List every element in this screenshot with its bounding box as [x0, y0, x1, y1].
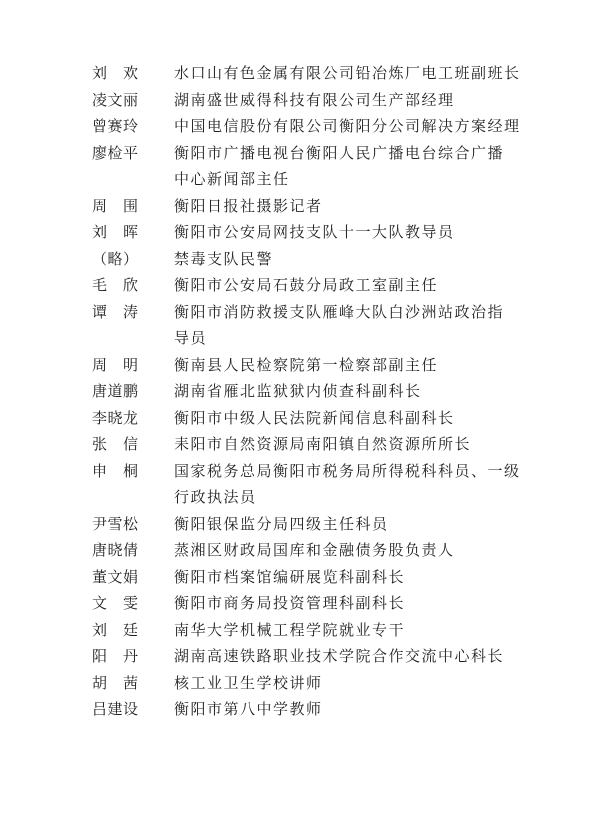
position-text-line: 衡阳市商务局投资管理科副科长	[174, 594, 406, 612]
position-text-line: 行政执法员	[174, 488, 257, 506]
list-item	[92, 219, 522, 246]
list-item	[92, 299, 522, 352]
list-item	[92, 193, 522, 220]
person-position	[174, 643, 522, 670]
position-text-line: 湖南高速铁路职业技术学院合作交流中心科长	[174, 647, 505, 665]
person-position	[174, 378, 522, 405]
honoree-list	[92, 60, 522, 723]
position-text-line: 衡阳市第八中学教师	[174, 700, 323, 718]
position-text-line: 衡阳银保监分局四级主任科员	[174, 514, 389, 533]
list-item	[92, 458, 522, 511]
person-position	[174, 113, 522, 140]
person-name: 刘 晖	[92, 223, 139, 241]
position-text-line: 耒阳市自然资源局南阳镇自然资源所所长	[174, 435, 472, 453]
position-text-line: 衡阳市公安局网技支队十一大队教导员	[174, 223, 455, 241]
position-text-line: 禁毒支队民警	[174, 249, 274, 268]
position-text-line: 核工业卫生学校讲师	[174, 673, 323, 692]
position-text-line: 湖南省雁北监狱狱内侦查科副科长	[174, 382, 422, 400]
person-position	[174, 140, 522, 193]
person-name: 毛 欣	[92, 276, 139, 294]
person-position	[174, 352, 522, 379]
person-position	[174, 511, 522, 538]
person-position	[174, 537, 522, 564]
list-item	[92, 378, 522, 405]
person-position	[174, 405, 522, 432]
list-item	[92, 564, 522, 591]
position-text-line: 衡阳日报社摄影记者	[174, 196, 323, 215]
person-position	[174, 564, 522, 591]
person-position	[174, 617, 522, 644]
person-name: 凌文丽	[92, 90, 139, 109]
list-item	[92, 113, 522, 140]
list-item	[92, 670, 522, 697]
position-text-line: 水口山有色金属有限公司铅冶炼厂电工班副班长	[174, 64, 521, 82]
person-name: 吕建设	[92, 700, 139, 718]
person-position	[174, 299, 522, 352]
person-name: 董文娟	[92, 567, 139, 586]
person-name: 刘 廷	[92, 620, 139, 639]
position-text-line: 国家税务总局衡阳市税务局所得税科科员、一级	[174, 461, 521, 480]
position-text-line: 衡阳市档案馆编研展览科副科长	[174, 567, 406, 586]
person-position	[174, 272, 522, 299]
position-text-line: 衡阳市消防救援支队雁峰大队白沙洲站政治指	[174, 302, 505, 321]
person-position	[174, 696, 522, 723]
list-item	[92, 140, 522, 193]
list-item	[92, 405, 522, 432]
person-name: 申 桐	[92, 461, 139, 480]
list-item	[92, 352, 522, 379]
person-name: 唐晓倩	[92, 541, 139, 559]
list-item	[92, 537, 522, 564]
position-text-line: 衡阳市中级人民法院新闻信息科副科长	[174, 408, 455, 427]
person-name: 阳 丹	[92, 647, 139, 665]
position-text-line: 衡阳市广播电视台衡阳人民广播电台综合广播	[174, 143, 505, 162]
person-position	[174, 670, 522, 697]
person-position	[174, 431, 522, 458]
list-item	[92, 431, 522, 458]
person-name: （略）	[92, 249, 139, 268]
person-position	[174, 246, 522, 273]
list-item	[92, 246, 522, 273]
person-name: 周 围	[92, 196, 139, 215]
person-position	[174, 219, 522, 246]
position-text-line: 南华大学机械工程学院就业专干	[174, 620, 406, 639]
person-position	[174, 458, 522, 511]
person-name: 尹雪松	[92, 514, 139, 533]
person-name: 文 雯	[92, 594, 139, 612]
person-name: 廖检平	[92, 143, 139, 162]
person-name: 周 明	[92, 355, 139, 374]
person-name: 唐道鹏	[92, 382, 139, 400]
person-name: 张 信	[92, 435, 139, 453]
person-position	[174, 60, 522, 87]
position-text-line: 湖南盛世威得科技有限公司生产部经理	[174, 90, 455, 109]
list-item	[92, 272, 522, 299]
position-text-line: 中心新闻部主任	[174, 170, 290, 188]
list-item	[92, 60, 522, 87]
person-position	[174, 87, 522, 114]
person-name: 谭 涛	[92, 302, 139, 321]
person-name: 刘 欢	[92, 64, 139, 82]
person-name: 李晓龙	[92, 408, 139, 427]
list-item	[92, 511, 522, 538]
list-item	[92, 696, 522, 723]
list-item	[92, 617, 522, 644]
position-text-line: 导员	[174, 329, 208, 347]
list-item	[92, 87, 522, 114]
list-item	[92, 643, 522, 670]
position-text-line: 衡南县人民检察院第一检察部副主任	[174, 355, 439, 374]
position-text-line: 中国电信股份有限公司衡阳分公司解决方案经理	[174, 117, 521, 135]
person-name: 曾赛玲	[92, 117, 139, 135]
position-text-line: 衡阳市公安局石鼓分局政工室副主任	[174, 276, 439, 294]
person-position	[174, 590, 522, 617]
person-name: 胡 茜	[92, 673, 139, 692]
list-item	[92, 590, 522, 617]
position-text-line: 蒸湘区财政局国库和金融债务股负责人	[174, 541, 455, 559]
person-position	[174, 193, 522, 220]
